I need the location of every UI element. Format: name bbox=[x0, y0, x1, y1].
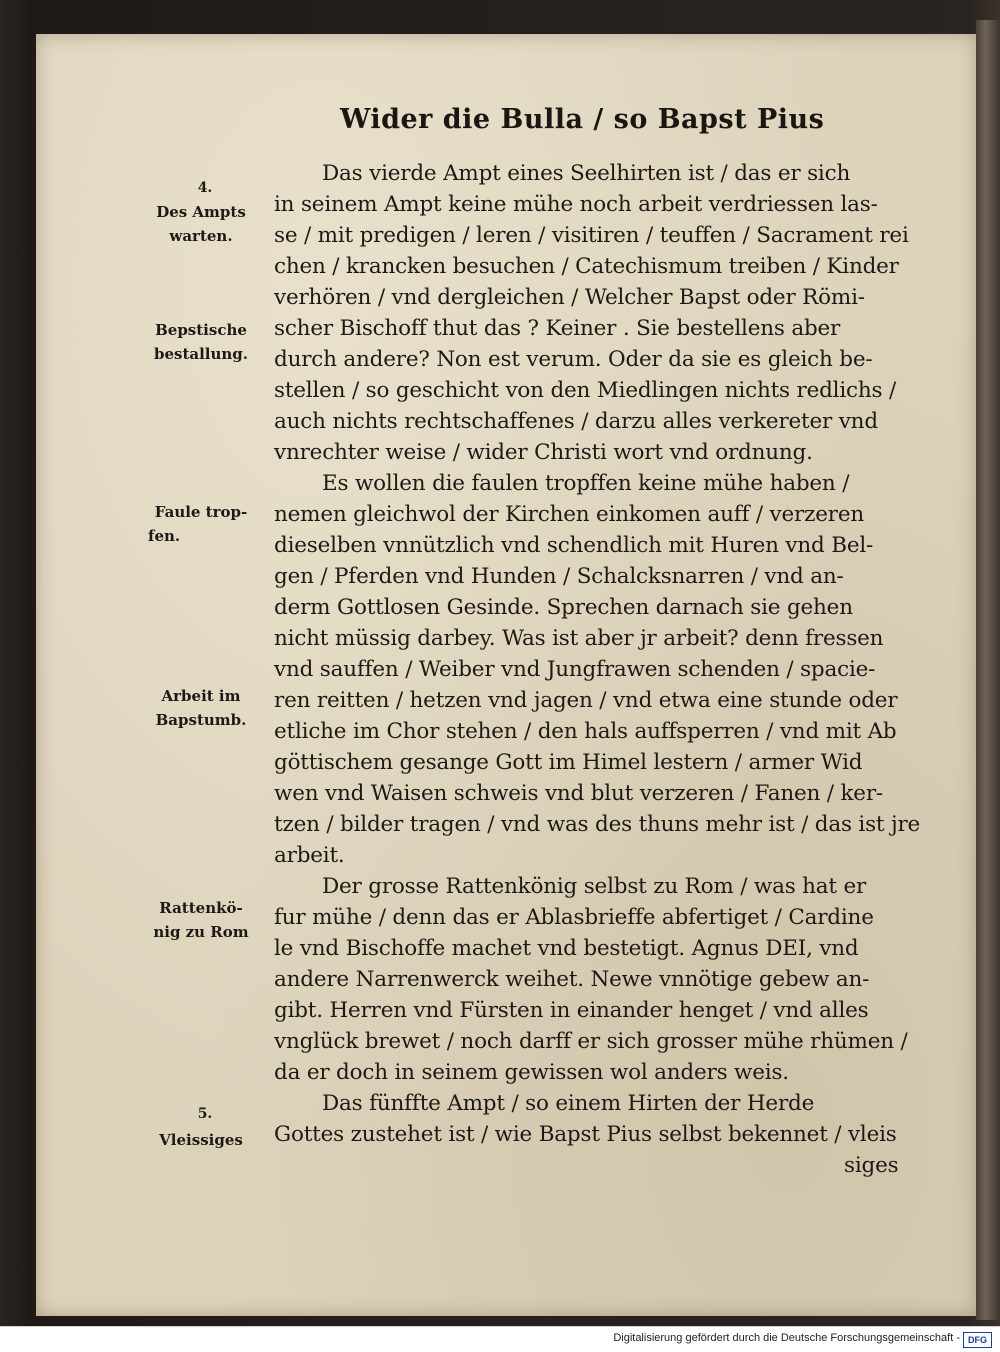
margin-note-line: Faule trop- bbox=[154, 503, 248, 521]
text-line: chen / krancken besuchen / Catechismum treiben / Kinder bbox=[274, 254, 899, 279]
text-line: durch andere? Non est verum. Oder da sie es gleich be- bbox=[274, 347, 873, 372]
text-line: vnd sauffen / Weiber vnd Jungfrawen schenden / spacie- bbox=[274, 657, 876, 682]
text-line: stellen / so geschicht von den Miedlingen nichts redlichs / bbox=[274, 378, 897, 403]
margin-note bbox=[136, 500, 266, 548]
text-line: Das fünffte Ampt / so einem Hirten der Herde bbox=[322, 1091, 815, 1116]
footer-credit: Digitalisierung gefördert durch die Deutsche Forschungsgemeinschaft - bbox=[613, 1332, 960, 1344]
text-line: Es wollen die faulen tropffen keine mühe haben / bbox=[322, 471, 850, 496]
margin-note bbox=[136, 684, 266, 732]
text-line: tzen / bilder tragen / vnd was des thuns mehr ist / das ist jre bbox=[274, 812, 921, 837]
text-line: fur mühe / denn das er Ablasbrieffe abfertiget / Cardine bbox=[274, 905, 874, 930]
margin-note-line: warten. bbox=[169, 227, 233, 245]
margin-note bbox=[136, 896, 266, 944]
text-line: Gottes zustehet ist / wie Bapst Pius selbst bekennet / vleis bbox=[274, 1122, 897, 1147]
text-line: siges bbox=[844, 1153, 899, 1178]
margin-section-number: 4. bbox=[197, 180, 213, 196]
text-line: nemen gleichwol der Kirchen einkomen auff / verzeren bbox=[274, 502, 865, 527]
margin-section-number: 5. bbox=[197, 1106, 213, 1122]
margin-note bbox=[136, 200, 266, 248]
text-line: derm Gottlosen Gesinde. Sprechen darnach sie gehen bbox=[274, 595, 853, 620]
text-line: vnrechter weise / wider Christi wort vnd ordnung. bbox=[274, 440, 813, 465]
text-line: arbeit. bbox=[274, 843, 345, 868]
text-line: ren reitten / hetzen vnd jagen / vnd etwa eine stunde oder bbox=[274, 688, 898, 713]
margin-note bbox=[136, 318, 266, 366]
margin-note-line: Bapstumb. bbox=[155, 711, 247, 729]
text-line: Das vierde Ampt eines Seelhirten ist / das er sich bbox=[322, 161, 851, 186]
text-line: scher Bischoff thut das ? Keiner . Sie bestellens aber bbox=[274, 316, 841, 341]
text-line: andere Narrenwerck weihet. Newe vnnötige gebew an- bbox=[274, 967, 870, 992]
running-head: Wider die Bulla / so Bapst Pius bbox=[340, 104, 825, 135]
text-line: in seinem Ampt keine mühe noch arbeit verdriessen las- bbox=[274, 192, 878, 217]
dfg-logo: DFG bbox=[963, 1332, 992, 1348]
text-line: Der grosse Rattenkönig selbst zu Rom / was hat er bbox=[322, 874, 867, 899]
text-line: gen / Pferden vnd Hunden / Schalcksnarren / vnd an- bbox=[274, 564, 844, 589]
text-line: le vnd Bischoffe machet vnd bestetigt. Agnus DEI, vnd bbox=[274, 936, 859, 961]
text-line: vnglück brewet / noch darff er sich grosser mühe rhümen / bbox=[274, 1029, 908, 1054]
margin-note-line: Bepstische bbox=[155, 321, 247, 339]
margin-note-line: Arbeit im bbox=[161, 687, 241, 705]
text-line: gibt. Herren vnd Fürsten in einander henget / vnd alles bbox=[274, 998, 869, 1023]
text-line: verhören / vnd dergleichen / Welcher Bapst oder Römi- bbox=[274, 285, 865, 310]
page-edge bbox=[976, 20, 1000, 1320]
margin-note-line: Rattenkö- bbox=[159, 899, 243, 917]
text-line: se / mit predigen / leren / visitiren / teuffen / Sacrament rei bbox=[274, 223, 909, 248]
text-line: da er doch in seinem gewissen wol anders weis. bbox=[274, 1060, 789, 1085]
margin-note-line: fen. bbox=[148, 527, 181, 545]
margin-note bbox=[136, 1128, 266, 1152]
text-line: göttischem gesange Gott im Himel lestern / armer Wid bbox=[274, 750, 863, 775]
footer-bar bbox=[0, 1326, 1000, 1352]
margin-note-line: Vleissiges bbox=[159, 1131, 243, 1149]
text-line: auch nichts rechtschaffenes / darzu alles verkereter vnd bbox=[274, 409, 878, 434]
body-text bbox=[274, 158, 921, 1181]
margin-note-line: nig zu Rom bbox=[153, 923, 249, 941]
margin-note-line: bestallung. bbox=[153, 345, 249, 363]
text-line: wen vnd Waisen schweis vnd blut verzeren / Fanen / ker- bbox=[274, 781, 883, 806]
text-line: dieselben vnnützlich vnd schendlich mit Huren vnd Bel- bbox=[274, 533, 874, 558]
text-line: nicht müssig darbey. Was ist aber jr arbeit? denn fressen bbox=[274, 626, 884, 651]
margin-note-line: Des Ampts bbox=[156, 203, 246, 221]
text-line: etliche im Chor stehen / den hals auffsperren / vnd mit Ab bbox=[274, 719, 897, 744]
